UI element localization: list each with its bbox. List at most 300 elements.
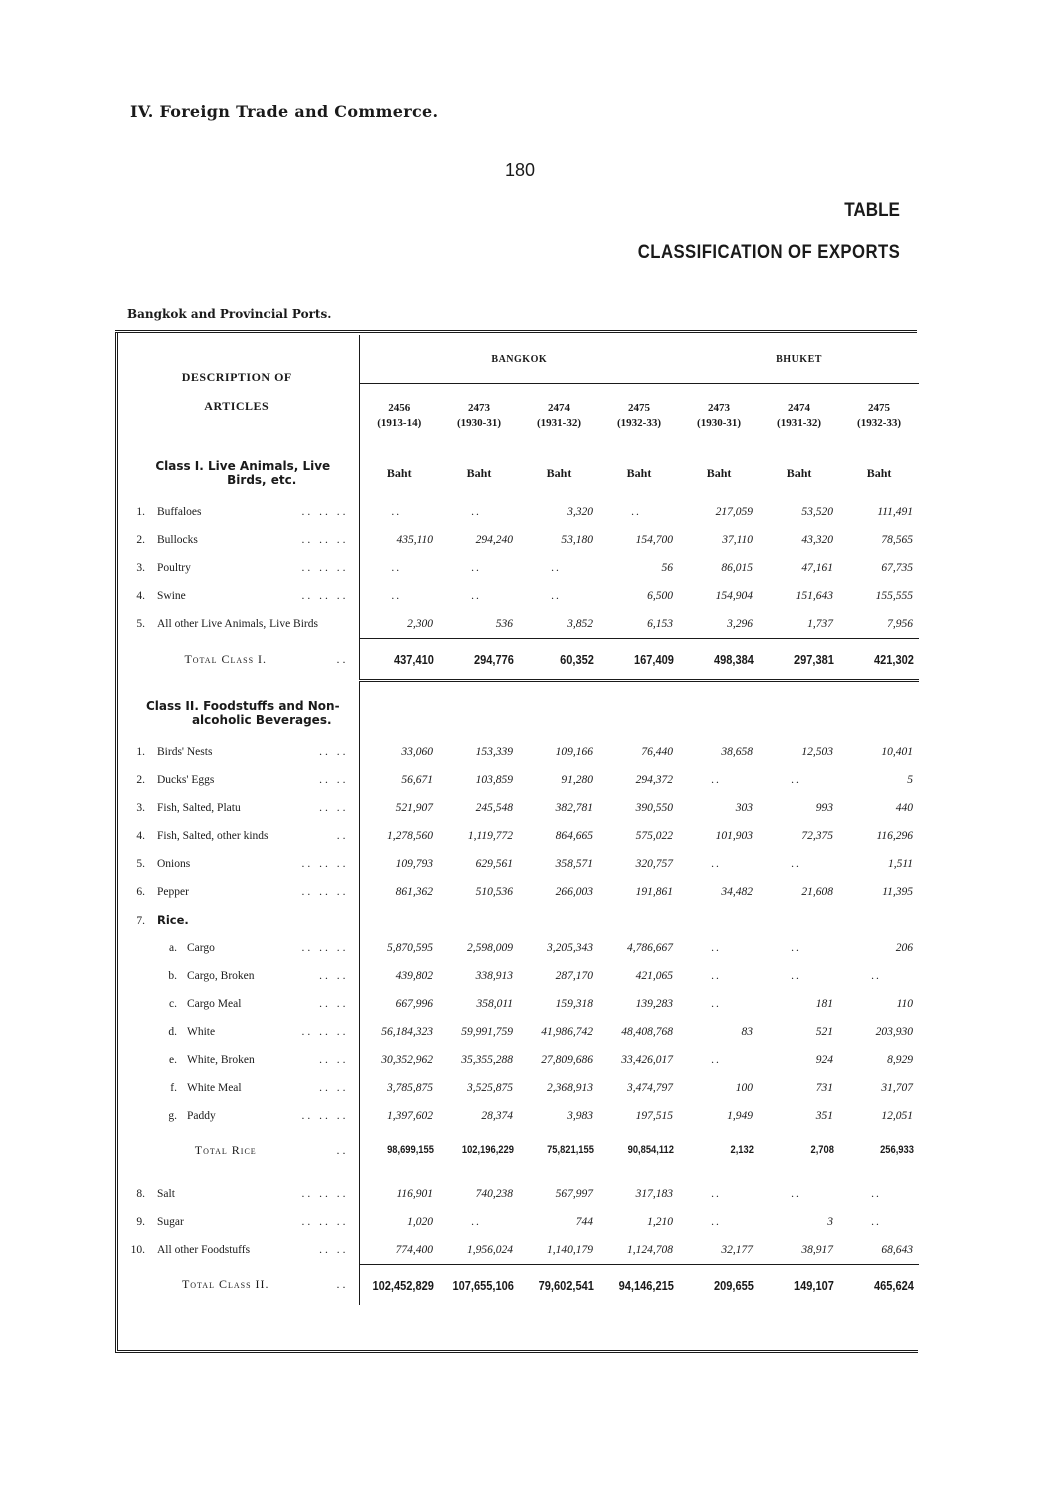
total-value: 107,655,106: [451, 1265, 519, 1306]
leader-dots: .. ..: [319, 774, 349, 786]
row-label: White Meal: [187, 1082, 242, 1094]
value-cell: 47,161: [801, 562, 834, 574]
value-cell: 59,991,759: [461, 1026, 513, 1038]
year-range: (1913-14): [377, 417, 422, 429]
table-row: [115, 906, 919, 934]
value-cell: 2,300: [407, 618, 433, 630]
value-cell: ..: [871, 1188, 881, 1200]
year-label: 2474: [548, 402, 570, 414]
value-cell: 320,757: [635, 858, 674, 870]
value-cell: 101,903: [715, 830, 754, 842]
value-cell: 439,802: [395, 970, 433, 982]
row-label: White: [187, 1026, 216, 1038]
row-number: 4.: [136, 590, 145, 602]
table-row: [115, 1018, 919, 1046]
value-cell: ..: [711, 774, 721, 786]
empty-cell: [599, 906, 679, 934]
row-description: [115, 1046, 359, 1074]
value-cell: ..: [791, 774, 801, 786]
value-cell: 3,474,797: [627, 1082, 674, 1094]
value-cell: 10,401: [881, 746, 914, 758]
value-cell: 159,318: [555, 998, 593, 1010]
unit-label: Baht: [626, 465, 652, 480]
value-cell: ..: [391, 506, 402, 518]
value-cell: 38,917: [801, 1244, 834, 1256]
value-cell: 338,913: [475, 970, 513, 982]
table-row: [115, 794, 919, 822]
row-label: Ducks' Eggs: [157, 774, 215, 786]
row-number: 2.: [136, 774, 145, 786]
value-cell: 510,536: [475, 886, 513, 898]
value-cell: 31,707: [881, 1082, 914, 1094]
value-cell: 1,949: [727, 1110, 754, 1122]
total-value: 102,452,829: [371, 1265, 439, 1306]
row-description: [115, 766, 359, 794]
value-cell: 1,511: [888, 858, 914, 870]
row-number: 1.: [136, 506, 145, 518]
row-label: White, Broken: [187, 1054, 255, 1066]
value-cell: 1,124,708: [627, 1244, 674, 1256]
value-cell: 3,296: [727, 618, 754, 630]
value-cell: 2,368,913: [547, 1082, 593, 1094]
leader-dots: .. .. ..: [301, 1216, 349, 1228]
leader-dots: .. .. ..: [301, 534, 349, 546]
year-range: (1930-31): [457, 417, 501, 429]
leader-dots: .. ..: [319, 1244, 349, 1257]
value-cell: 11,395: [882, 886, 914, 898]
table-row: [115, 526, 919, 554]
value-cell: 33,060: [401, 746, 433, 758]
row-number: 8.: [136, 1188, 145, 1200]
row-number: g.: [168, 1110, 177, 1122]
separator-cell: [759, 681, 839, 689]
row-number: 3.: [136, 802, 145, 814]
table-row: [115, 582, 919, 610]
value-cell: 744: [575, 1216, 593, 1228]
total-value: 2,132: [730, 1144, 754, 1156]
value-cell: 3,205,343: [547, 942, 593, 954]
row-number: 2.: [136, 534, 145, 546]
bangkok-header: BANGKOK: [359, 335, 679, 384]
total-label: [115, 1130, 359, 1170]
leader-dots: .. .. ..: [301, 1110, 349, 1122]
leader-dots: ..: [336, 652, 349, 666]
row-number: 9.: [136, 1216, 145, 1228]
description-header-line1: DESCRIPTION OF: [181, 369, 292, 384]
row-label: Rice.: [157, 913, 189, 927]
value-cell: 864,665: [555, 830, 593, 842]
row-description: [115, 906, 359, 934]
total-row: [115, 1265, 919, 1306]
value-cell: 567,997: [555, 1188, 593, 1200]
empty-cell: [439, 906, 519, 934]
value-cell: 48,408,768: [621, 1026, 674, 1038]
row-number: e.: [169, 1054, 177, 1066]
value-cell: 78,565: [881, 534, 914, 546]
table-row: [115, 738, 919, 766]
value-cell: 294,240: [475, 534, 513, 546]
row-label: Birds' Nests: [157, 746, 213, 758]
empty-cell: [759, 906, 839, 934]
value-cell: 109,793: [395, 858, 433, 870]
spacer-row: [115, 1170, 919, 1180]
year-label: 2473: [708, 402, 731, 414]
value-cell: 861,362: [395, 886, 433, 898]
row-description: [115, 1102, 359, 1130]
leader-dots: .. .. ..: [301, 886, 349, 898]
unit-label: Baht: [866, 465, 892, 480]
value-cell: 3: [827, 1216, 834, 1228]
row-description: [115, 822, 359, 850]
table-row: [115, 1236, 919, 1265]
year-header: [839, 384, 919, 449]
value-cell: ..: [471, 562, 481, 574]
value-cell: 139,283: [635, 998, 674, 1010]
value-cell: 56: [661, 562, 674, 574]
total-value: 79,602,541: [531, 1265, 599, 1306]
value-cell: ..: [791, 1188, 801, 1200]
year-range: (1932-33): [857, 417, 902, 429]
total-value: 294,776: [451, 639, 519, 681]
total-row: [115, 1130, 919, 1170]
table-title: CLASSIFICATION OF EXPORTS: [637, 242, 900, 263]
leader-dots: ..: [336, 1277, 349, 1292]
table-row: [115, 554, 919, 582]
leader-dots: .. .. ..: [301, 942, 349, 954]
class-heading-row: [115, 448, 919, 498]
leader-dots: .. .. ..: [301, 562, 349, 574]
row-description: [115, 794, 359, 822]
unit-label: Baht: [466, 465, 492, 480]
value-cell: 30,352,962: [381, 1054, 433, 1066]
exports-table: [115, 335, 919, 1305]
value-cell: 1,737: [807, 618, 834, 630]
total-value: 94,146,215: [611, 1265, 679, 1306]
separator-cell: [439, 681, 519, 689]
value-cell: 72,375: [801, 830, 834, 842]
value-cell: 12,051: [881, 1110, 914, 1122]
leader-dots: .. .. ..: [301, 590, 349, 602]
leader-dots: .. .. ..: [301, 1188, 349, 1200]
row-number: f.: [170, 1082, 177, 1094]
row-label: All other Live Animals, Live Birds: [157, 618, 318, 631]
total-label: [115, 1265, 359, 1306]
year-header: [599, 384, 679, 449]
value-cell: 3,852: [567, 618, 593, 630]
value-cell: 382,781: [555, 802, 593, 814]
year-header: [759, 384, 839, 449]
value-cell: 35,355,288: [461, 1054, 513, 1066]
spacer-cell: [519, 1170, 599, 1180]
total-value: 98,699,155: [387, 1144, 434, 1156]
value-cell: 1,397,602: [387, 1110, 433, 1122]
value-cell: 67,735: [881, 562, 914, 574]
row-label: Cargo: [187, 942, 215, 954]
value-cell: 91,280: [561, 774, 593, 786]
row-label: Salt: [157, 1188, 175, 1200]
value-cell: 83: [741, 1026, 754, 1038]
year-range: (1931-32): [537, 417, 581, 429]
total-value: 90,854,112: [627, 1144, 674, 1156]
value-cell: ..: [631, 506, 641, 518]
row-label: Fish, Salted, other kinds: [157, 830, 269, 842]
value-cell: 774,400: [395, 1244, 433, 1256]
year-header: [519, 384, 599, 449]
total-value: 297,381: [771, 639, 839, 681]
value-cell: 109,166: [555, 746, 593, 758]
year-label: 2475: [628, 402, 651, 414]
value-cell: 103,859: [475, 774, 513, 786]
value-cell: 421,065: [635, 970, 674, 982]
value-cell: 68,643: [881, 1244, 914, 1256]
total-row: [115, 639, 919, 681]
value-cell: 6,500: [647, 590, 674, 602]
value-cell: 21,608: [801, 886, 834, 898]
row-label: Swine: [157, 590, 186, 602]
value-cell: ..: [711, 1216, 721, 1228]
total-value: 437,410: [371, 639, 439, 681]
value-cell: 740,238: [475, 1188, 513, 1200]
value-cell: 3,525,875: [467, 1082, 513, 1094]
separator-cell: [115, 681, 359, 689]
year-range: (1932-33): [617, 417, 662, 429]
value-cell: ..: [711, 942, 721, 954]
row-description: [115, 1074, 359, 1102]
year-range: (1931-32): [777, 417, 822, 429]
value-cell: 4,786,667: [627, 942, 674, 954]
row-description: [115, 554, 359, 582]
value-cell: 536: [495, 618, 513, 630]
value-cell: 1,119,772: [467, 830, 513, 842]
class-title-line2: alcoholic Beverages.: [191, 713, 332, 727]
row-number: 5.: [136, 858, 145, 870]
value-cell: 521: [815, 1026, 834, 1038]
value-cell: ..: [471, 1216, 481, 1228]
value-cell: 3,785,875: [387, 1082, 433, 1094]
table-row: [115, 878, 919, 906]
year-range: (1930-31): [697, 417, 742, 429]
row-number: 7.: [136, 915, 145, 927]
table-row: [115, 498, 919, 526]
value-cell: 303: [735, 802, 754, 814]
leader-dots: .. ..: [319, 998, 349, 1010]
value-cell: 56,671: [401, 774, 433, 786]
total-label: [115, 639, 359, 681]
row-description: [115, 526, 359, 554]
value-cell: 1,210: [647, 1216, 674, 1228]
value-cell: 153,339: [475, 746, 513, 758]
row-description: [115, 878, 359, 906]
row-label: Cargo Meal: [187, 998, 242, 1010]
value-cell: 287,170: [555, 970, 593, 982]
spacer-cell: [359, 1170, 439, 1180]
class-title-line1: Class I. Live Animals, Live: [155, 459, 331, 473]
value-cell: 34,482: [721, 886, 754, 898]
value-cell: 53,180: [561, 534, 593, 546]
value-cell: 3,320: [567, 506, 593, 518]
class-heading: [115, 448, 359, 498]
leader-dots: ..: [336, 830, 349, 842]
value-cell: ..: [791, 970, 801, 982]
row-description: [115, 582, 359, 610]
year-header: [679, 384, 759, 449]
value-cell: 100: [735, 1082, 754, 1094]
row-number: 4.: [136, 830, 145, 842]
value-cell: ..: [791, 858, 801, 870]
total-value: 75,821,155: [547, 1144, 594, 1156]
year-label: 2475: [868, 402, 891, 414]
row-description: [115, 850, 359, 878]
bhuket-header: BHUKET: [679, 335, 919, 384]
value-cell: ..: [711, 858, 721, 870]
value-cell: 43,320: [801, 534, 834, 546]
row-description: [115, 498, 359, 526]
value-cell: 110: [896, 998, 914, 1010]
value-cell: 191,861: [635, 886, 674, 898]
value-cell: 358,011: [476, 998, 513, 1010]
table-row: [115, 1102, 919, 1130]
total-value: 2,708: [810, 1144, 834, 1156]
value-cell: 206: [895, 942, 914, 954]
separator-cell: [599, 681, 679, 689]
row-description: [115, 738, 359, 766]
year-header: [439, 384, 519, 449]
leader-dots: .. .. ..: [301, 858, 349, 870]
separator-row: [115, 681, 919, 689]
table-subtitle: Bangkok and Provincial Ports.: [127, 307, 332, 321]
class-title-line2: Birds, etc.: [227, 473, 297, 487]
total-value: 209,655: [691, 1265, 759, 1306]
value-cell: 154,904: [715, 590, 754, 602]
table-row: [115, 766, 919, 794]
value-cell: 1,140,179: [547, 1244, 593, 1256]
value-cell: ..: [711, 998, 721, 1010]
spacer-cell: [759, 1170, 839, 1180]
total-label-text: Total Class II.: [181, 1277, 270, 1292]
total-label-text: Total Rice: [194, 1142, 257, 1157]
table-label: TABLE: [844, 200, 900, 221]
spacer-cell: [679, 1170, 759, 1180]
value-cell: 6,153: [647, 618, 674, 630]
value-cell: ..: [711, 1188, 721, 1200]
value-cell: ..: [871, 1216, 881, 1228]
table-row: [115, 990, 919, 1018]
value-cell: 2,598,009: [467, 942, 513, 954]
leader-dots: .. ..: [319, 1082, 349, 1094]
table-row: [115, 1208, 919, 1236]
row-number: 1.: [136, 746, 145, 758]
total-value: 421,302: [851, 639, 919, 681]
row-number: a.: [169, 942, 177, 954]
total-value: 465,624: [851, 1265, 919, 1306]
total-value: 498,384: [691, 639, 759, 681]
value-cell: 7,956: [887, 618, 914, 630]
value-cell: 86,015: [721, 562, 754, 574]
table-row: [115, 962, 919, 990]
spacer-cell: [439, 1170, 519, 1180]
empty-cell: [679, 906, 759, 934]
value-cell: ..: [471, 590, 481, 602]
empty-cell: [519, 688, 599, 738]
leader-dots: .. .. ..: [301, 1026, 349, 1038]
value-cell: 266,003: [555, 886, 593, 898]
description-header-line2: ARTICLES: [204, 398, 270, 413]
empty-cell: [679, 688, 759, 738]
row-label: Onions: [157, 858, 191, 870]
year-label: 2474: [788, 402, 811, 414]
value-cell: 37,110: [722, 534, 754, 546]
table-row: [115, 822, 919, 850]
value-cell: 8,929: [887, 1054, 914, 1066]
unit-label: Baht: [546, 465, 572, 480]
unit-label: Baht: [386, 465, 412, 480]
row-number: 6.: [136, 886, 145, 898]
table-row: [115, 1180, 919, 1208]
table-row: [115, 850, 919, 878]
row-label: Cargo, Broken: [187, 970, 255, 982]
empty-cell: [439, 688, 519, 738]
value-cell: 111,491: [877, 506, 914, 518]
empty-cell: [359, 688, 439, 738]
unit-label: Baht: [786, 465, 812, 480]
empty-cell: [519, 906, 599, 934]
row-description: [115, 962, 359, 990]
row-label: All other Foodstuffs: [157, 1244, 251, 1257]
row-label: Paddy: [187, 1110, 216, 1122]
value-cell: 294,372: [635, 774, 674, 786]
row-number: 5.: [136, 618, 145, 631]
value-cell: 28,374: [481, 1110, 513, 1122]
value-cell: 3,983: [567, 1110, 593, 1122]
table-row: [115, 610, 919, 639]
row-description: [115, 1236, 359, 1265]
row-description: [115, 1208, 359, 1236]
row-description: [115, 1018, 359, 1046]
year-label: 2456: [388, 402, 411, 414]
empty-cell: [839, 906, 919, 934]
leader-dots: .. ..: [319, 746, 349, 758]
leader-dots: .. ..: [319, 1054, 349, 1066]
value-cell: ..: [871, 970, 881, 982]
value-cell: ..: [391, 562, 402, 574]
empty-cell: [359, 906, 439, 934]
value-cell: 203,930: [875, 1026, 914, 1038]
row-description: [115, 934, 359, 962]
row-number: b.: [168, 970, 177, 982]
row-number: 10.: [130, 1244, 145, 1257]
value-cell: 390,550: [635, 802, 674, 814]
value-cell: 33,426,017: [621, 1054, 674, 1066]
value-cell: 731: [815, 1082, 834, 1094]
total-label-text: Total Class I.: [184, 652, 268, 666]
value-cell: 317,183: [635, 1188, 674, 1200]
value-cell: 116,296: [876, 830, 914, 842]
total-value: 60,352: [531, 639, 599, 681]
row-number: d.: [168, 1026, 177, 1038]
page-number: 180: [504, 160, 536, 180]
value-cell: 76,440: [641, 746, 674, 758]
value-cell: ..: [471, 506, 481, 518]
row-number: 3.: [136, 562, 145, 574]
value-cell: 440: [895, 802, 914, 814]
value-cell: 217,059: [715, 506, 754, 518]
value-cell: 5: [907, 774, 914, 786]
spacer-cell: [839, 1170, 919, 1180]
value-cell: 521,907: [395, 802, 433, 814]
spacer-cell: [599, 1170, 679, 1180]
year-label: 2473: [468, 402, 490, 414]
class-heading-row: [115, 688, 919, 738]
